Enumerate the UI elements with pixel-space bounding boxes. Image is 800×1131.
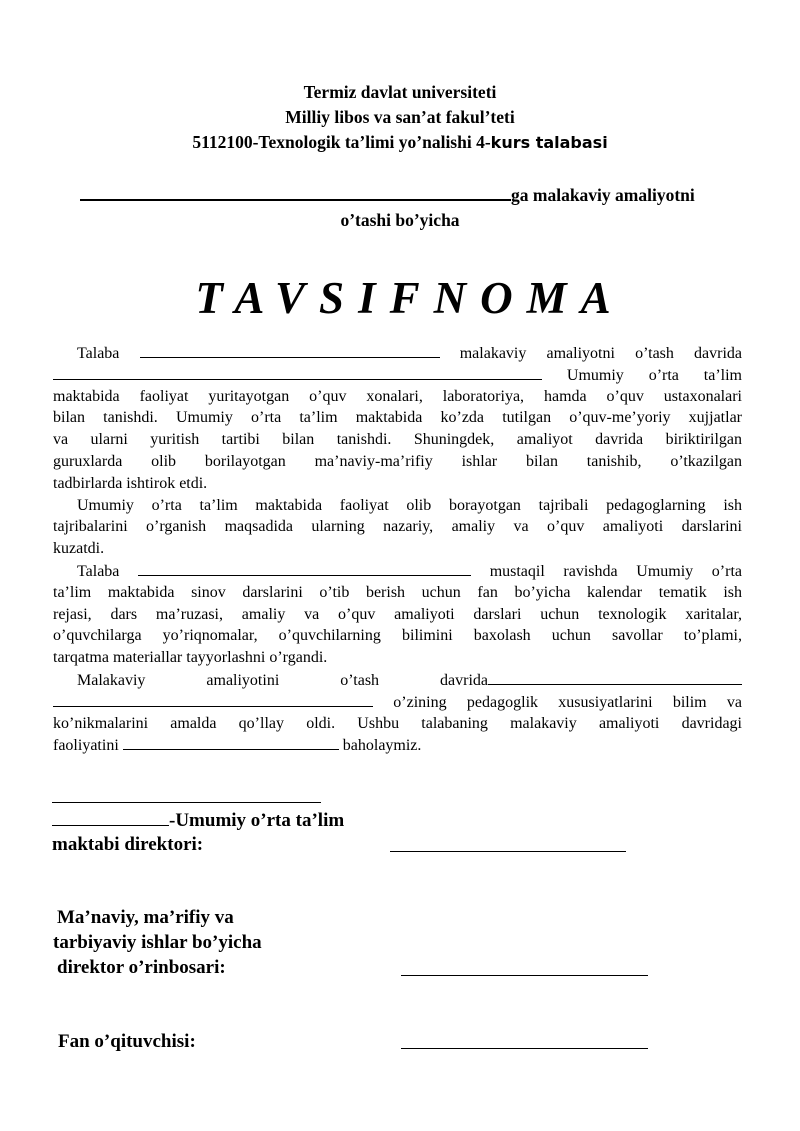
p1-start: Talaba [77, 345, 120, 362]
school-number-blank [52, 807, 169, 826]
p3-end: mustaqil ravishda Umumiy o’rta [489, 562, 743, 580]
director-title-line2: maktabi direktori: [52, 834, 204, 855]
director-suffix: -Umumiy o’rta ta’lim [169, 810, 345, 831]
p1-mid: malakaviy amaliyotni o’tash davrida [459, 345, 743, 362]
deputy-title-line1: Ma’naviy, ma’rifiy va [57, 907, 234, 928]
body-line: ta’lim maktabida sinov darslarini o’tib berish uchun fan bo’yicha kalendar tematik ish [53, 583, 742, 601]
body-line [53, 734, 742, 756]
subtitle-line2: o’tashi bo’yicha [340, 210, 460, 230]
document-body [53, 342, 742, 756]
deputy-title-line2: tarbiyaviy ishlar bo’yicha [53, 932, 262, 953]
body-line [53, 560, 742, 582]
document-title: TAVSIFNOMA [195, 273, 625, 323]
deputy-title-line3: direktor o’rinbosari: [57, 957, 226, 978]
deputy-signature-line [401, 975, 648, 976]
p1-line2-end: Umumiy o’rta ta’lim [566, 366, 743, 384]
faculty-name: Milliy libos va san’at fakul’teti [285, 107, 515, 127]
body-line: tarqatma materiallar tayyorlashni o’rgandi. [53, 649, 328, 667]
body-line [53, 691, 742, 713]
director-title-line1 [52, 807, 344, 833]
teacher-title: Fan o’qituvchisi: [58, 1031, 196, 1052]
p4-line4-start: faoliyatini [53, 737, 119, 755]
student-blank-1 [140, 342, 440, 358]
p3-start: Talaba [77, 562, 120, 580]
body-line: tajribalarini o’rganish maqsadida ularning nazariy, amaliy va o’quv amaliyoti darslarini [53, 518, 742, 536]
body-line: o’quvchilarga yo’riqnomalar, o’quvchilarning bilimini baxolash uchun savollar to’plami, [53, 627, 742, 645]
body-line: maktabida faoliyat yuritayotgan o’quv xonalari, laboratoriya, hamda o’quv ustaxonalari [53, 387, 742, 405]
program-line [0, 132, 800, 153]
school-name-rule [52, 802, 321, 803]
grade-blank [123, 734, 339, 750]
school-blank-1 [53, 364, 542, 380]
body-line: va ularni yuritish tartibi bilan tanishdi. Shuningdek, amaliyot davrida biriktirilgan [53, 431, 742, 449]
body-line [53, 364, 742, 386]
body-line: kuzatdi. [53, 540, 105, 558]
p4-line2-end: o’zining pedagoglik xususiyatlarini bilim va [393, 693, 742, 711]
body-line: tadbirlarda ishtirok etdi. [53, 474, 208, 492]
student-name-blank [80, 184, 511, 201]
p4-word: o’tash [340, 671, 380, 689]
p4-line4-end: baholaymiz. [342, 737, 422, 755]
student-blank-3 [488, 669, 742, 685]
director-signature-line [390, 851, 626, 852]
subtitle-line1 [80, 184, 695, 206]
p4-word: Malakaviy [77, 671, 146, 689]
body-line [53, 342, 742, 364]
student-blank-4 [53, 691, 373, 707]
body-line: guruxlarda olib borilayotgan ma’naviy-ma’rifiy ishlar bilan tanishib, o’tkazilgan [53, 452, 742, 470]
course-text: kurs talabasi [490, 133, 608, 152]
program-text: 5112100-Texnologik ta’limi yo’nalishi 4- [192, 132, 491, 152]
p4-word: davrida [440, 671, 488, 689]
body-line: bilan tanishdi. Umumiy o’rta ta’lim maktabida ko’zda tutilgan o’quv-me’yoriy xujjatlar [53, 409, 742, 427]
body-line [53, 669, 742, 691]
student-blank-2 [138, 560, 471, 576]
body-line: ko’nikmalarini amalda qo’llay oldi. Ushbu talabaning malakaviy amaliyoti davridagi [53, 714, 742, 732]
p4-word: amaliyotini [206, 671, 280, 689]
university-name: Termiz davlat universiteti [303, 82, 497, 102]
body-line: Umumiy o’rta ta’lim maktabida faoliyat olib borayotgan tajribali pedagoglarning ish [77, 496, 742, 514]
teacher-signature-line [401, 1048, 648, 1049]
body-line: rejasi, dars ma’ruzasi, amaliy va o’quv amaliyoti darslari uchun texnologik xaritalar, [53, 605, 742, 623]
subtitle-suffix: ga malakaviy amaliyotni [511, 185, 695, 205]
